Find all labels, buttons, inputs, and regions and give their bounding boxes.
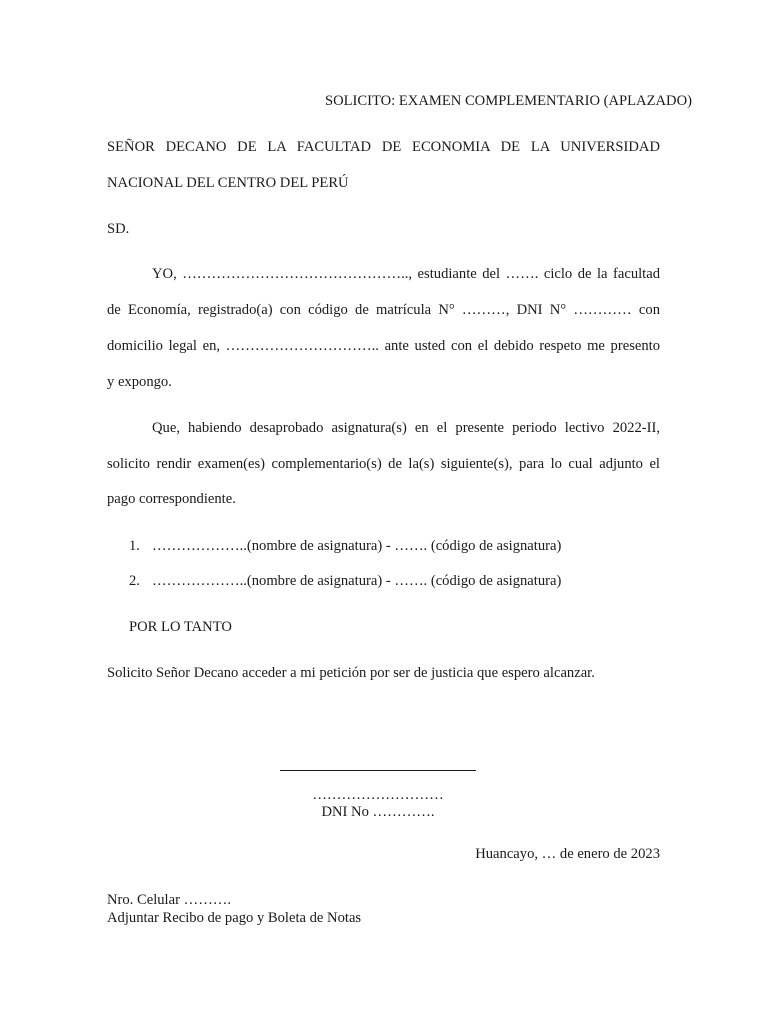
paragraph-1-line-2: de Economía, registrado(a) con código de matrícula N° ………, DNI N° ………… con — [107, 302, 660, 318]
attachments-line: Adjuntar Recibo de pago y Boleta de Notas — [107, 910, 362, 926]
place-date: Huancayo, … de enero de 2023 — [475, 846, 660, 862]
paragraph-1-line-3: domicilio legal en, ………………………….. ante usted con el debido respeto me presento — [107, 338, 660, 354]
list-item-text: ………………..(nombre de asignatura) - ……. (código de asignatura) — [152, 573, 562, 589]
paragraph-2-line-1: Que, habiendo desaprobado asignatura(s) en el presente periodo lectivo 2022-II, — [152, 420, 660, 436]
subject-line: SOLICITO: EXAMEN COMPLEMENTARIO (APLAZADO) — [324, 93, 692, 109]
signature-line — [280, 770, 476, 771]
list-item-number: 1. — [129, 538, 140, 554]
paragraph-2-line-3: pago correspondiente. — [107, 491, 236, 507]
por-lo-tanto-heading: POR LO TANTO — [129, 619, 232, 635]
list-item-text: ………………..(nombre de asignatura) - ……. (código de asignatura) — [152, 538, 562, 554]
addressee-line-2: NACIONAL DEL CENTRO DEL PERÚ — [107, 175, 349, 191]
paragraph-2-line-2: solicito rendir examen(es) complementario(s) de la(s) siguiente(s), para lo cual adjunto el — [107, 456, 660, 472]
phone-line: Nro. Celular ………. — [107, 892, 232, 908]
paragraph-1-line-1: YO, ……………………………………….., estudiante del ……. ciclo de la facultad — [152, 266, 660, 282]
salutation: SD. — [107, 221, 130, 237]
paragraph-1-line-4: y expongo. — [107, 374, 172, 390]
signature-dni: DNI No …………. — [321, 804, 435, 820]
addressee-line-1: SEÑOR DECANO DE LA FACULTAD DE ECONOMIA DE LA UNIVERSIDAD — [107, 139, 660, 155]
signature-name-placeholder: ……………………… — [312, 787, 444, 803]
request-line: Solicito Señor Decano acceder a mi petición por ser de justicia que espero alcanzar. — [107, 665, 595, 681]
list-item-number: 2. — [129, 573, 140, 589]
